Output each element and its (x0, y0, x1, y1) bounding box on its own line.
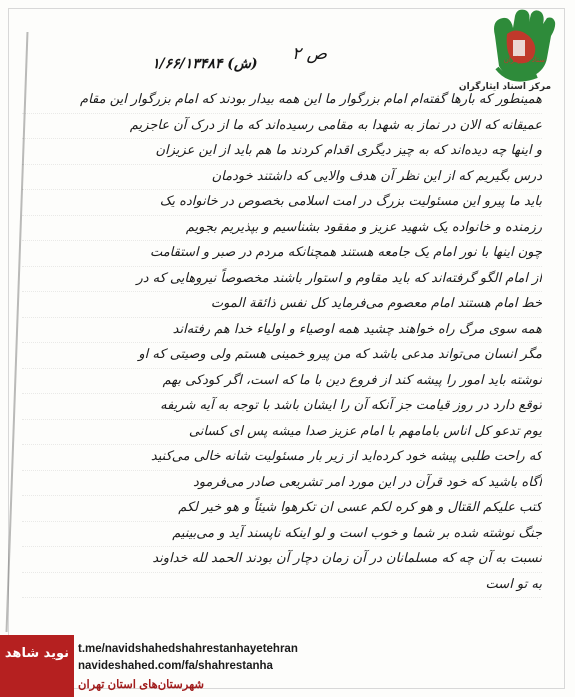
logo-subcaption: ستاد ایثارگران (503, 56, 545, 64)
letter-line: به تو است (22, 573, 542, 599)
letter-line: چون اینها با نور امام یک جامعه هستند همچنانکه مردم در صبر و استقامت (22, 241, 542, 267)
telegram-link[interactable]: t.me/navidshahedshahrestanhayetehran (78, 643, 298, 655)
letter-line: باید ما پیرو این مسئولیت بزرگ در امت اسلامی بخصوص در خانواده یک (22, 190, 542, 216)
letter-line: آگاه باشید که خود قرآن در این مورد امر تشریعی صادر می‌فرمود (22, 471, 542, 497)
letter-line: نوشته باید امور را پیشه کند از فروع دین با ما که است، اگر کودکی بهم (22, 369, 542, 395)
letter-line: توقع دارد در روز قیامت جز آنکه آن را ایشان باشد با توجه به آیه شریفه (22, 394, 542, 420)
website-link[interactable]: navideshahed.com/fa/shahrestanha (78, 660, 273, 672)
footer-caption: شهرستان‌های استان تهران (78, 679, 205, 691)
page-number-label: ص ۲ (292, 44, 328, 64)
letter-line: یوم تدعو کل اناس بامامهم با امام عزیز صدا میشه پس ای کسانی (22, 420, 542, 446)
letter-line: که راحت طلبی پیشه خود کرده‌اید از زیر بار مسئولیت شانه خالی می‌کنید (22, 445, 542, 471)
letter-line: جنگ نوشته شده بر شما و خوب است و لو اینکه ناپسند آید و می‌بینیم (22, 522, 542, 548)
letter-line: همه سوی مرگ راه خواهند چشید همه اوصیاء و اولیاء خدا هم رفته‌اند (22, 318, 542, 344)
letter-line: نسبت به آن چه که مسلمانان در آن زمان دچار آن بودند الحمد لله خداوند (22, 547, 542, 573)
letter-line: رزمنده و خانواده یک شهید عزیز و مفقود بشناسیم و بپذیریم بجویم (22, 216, 542, 242)
footer-watermark (0, 633, 575, 697)
letter-line: مگر انسان می‌تواند مدعی باشد که من پیرو خمینی هستم ولی وصیتی که او (22, 343, 542, 369)
reference-number: ۱/۶۶/۱۳۴۸۴ (ش) (152, 56, 258, 72)
letter-line: عمیقانه که الان در نماز به شهدا به مقامی رسیده‌اند که ما از درک آن عاجزیم (22, 114, 542, 140)
letter-line: از امام الگو گرفته‌اند که باید مقاوم و استوار باشند مخصوصاً نیروهایی که در (22, 267, 542, 293)
letter-line: و اینها چه دیده‌اند که به چیز دیگری اقدام کردند ما هم باید از این عزیزان (22, 139, 542, 165)
navid-shahed-badge (0, 635, 74, 697)
logo-caption: مرکز اسناد ایثارگران (458, 82, 552, 92)
letter-line: کتب علیکم القتال و هو کره لکم عسی ان تکرهوا شیئاً و هو خیر لکم (22, 496, 542, 522)
letter-line: درس بگیریم که از این نظر آن هدف والایی که داشتند خودمان (22, 165, 542, 191)
letter-line: همینطور که بارها گفته‌ام امام بزرگوار ما این همه بیدار بودند که امام بزرگوار این مقام (22, 88, 542, 114)
letter-body (22, 88, 542, 598)
badge-text: نوید شاهد (4, 646, 70, 661)
letter-line: خط امام هستند امام معصوم می‌فرماید کل نفس ذائقة الموت (22, 292, 542, 318)
